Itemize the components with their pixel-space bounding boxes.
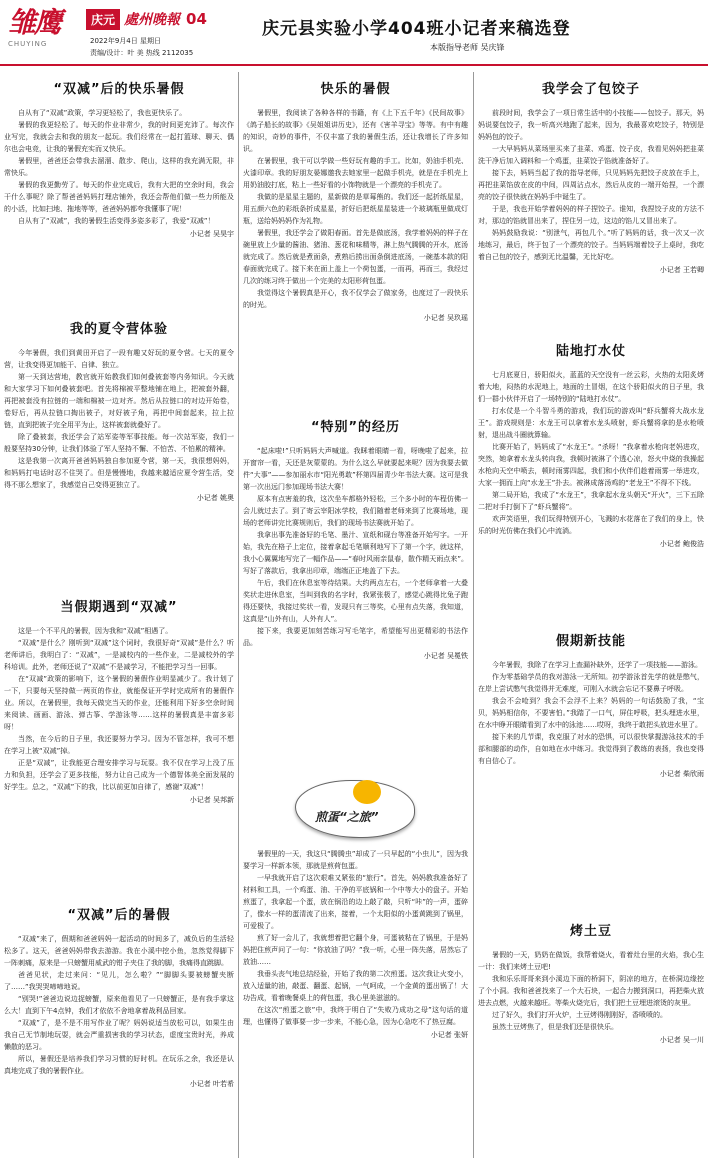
paragraph: “别哭!”爸爸边说边捉螃蟹，原来他看见了一只螃蟹正，是有我手掌这么大！直到下午4点钟，我们才依依不舍地拿着战利品回家。 (4, 995, 234, 1015)
newspaper-logo (8, 6, 72, 52)
paragraph: 自从有了“双减”政策，学习更轻松了，我也更快乐了。 (18, 109, 187, 117)
article-title: “特别”的经历 (310, 420, 401, 435)
article-title: “双减”后的快乐暑假 (53, 82, 185, 97)
paragraph: 过了好久，我们打开火炉，土豆烤得刚刚好，香喷喷的。 (492, 1011, 667, 1019)
byline: 小记者 吴昊宇 (189, 230, 234, 238)
paragraph: 第一天到达营地，教官就开始教我们如何叠被套等内务知识。今天就和大家学习下如何叠被套吧。首先将棉被平整地铺在地上，把被套外翻，再把被套没有拉链的一端和棉被一边对齐。然后从拉链口的对边开始卷，卷好后，再从拉链口掏出被子，对好被子角，再把中间套起来，拉上拉链，直到把被子完全用平为止，这样被套就叠好了。 (4, 373, 234, 429)
paragraph: 暑假的一天，奶奶在做饭，我帮着烧火，看着灶台里的火焰，我心生一计：我们来烤土豆吧! (478, 951, 704, 971)
paragraph: 第二局开始，我成了“水龙王”，我拿起水龙头朝天“开火”，三下五除二把对手打倒下了“虾兵蟹将”。 (478, 491, 704, 511)
paragraph: “起床啦!”只听妈妈大声喊道。我眯着眼睛一看，呀晚啦了起来，拉开窗帘一看，天还是灰蒙蒙的。为什么这么早就要起来呢？因为我要去做件“大事”——参加丽水市“阳光勇敢”杯第四届青少年书法大赛。这可是我第一次出远门参加现场书法大赛！ (243, 447, 468, 491)
logo-text: 雏鹰 (8, 6, 61, 39)
paragraph: 正是“双减”，让我能更合理安排学习与玩耍。我不仅在学习上没了压力和负担，还学会了更多技能，努力让自己成为一个德智体美全面发展的好学生。总之，“双减”下的我，比以前更加自律了，感谢“双减”！ (4, 759, 234, 791)
paragraph: 暑假里，我阅读了各种各样的书籍，有《上下五千年》《民间故事》《鸽子船长的故事》《吴姐姐讲历史》，还有《害羊寻宝》等等。有中有趣的知识，奇妙的事件，不仅丰富了我的暑假生活，还让我增长了许多知识。 (243, 109, 468, 153)
paragraph: 煎了好一会儿了，我就想着把它翻个身，可蛋被粘在了锅里，于是妈妈把住煎声问了一句：“你放油了吗？”我一听，心里一阵失落，居然忘了放油…… (243, 934, 468, 966)
paragraph: 在这次“煎蛋之旅”中，我终于明白了“失败乃成功之母”这句话的道理，也懂得了做事要一步一步来，不能心急，因为心急吃不了热豆腐。 (243, 1006, 468, 1026)
article (4, 898, 234, 1158)
byline: 小记者 吴玖瑶 (423, 314, 468, 322)
page-headline: 庆元县实验小学404班小记者来稿选登 (262, 19, 571, 39)
paragraph: 一大早妈妈从菜场里买来了韭菜、鸡蛋、饺子皮，我看见妈妈把韭菜洗干净后加入调料和一个鸡蛋，韭菜饺子馅就准备好了。 (478, 145, 704, 165)
header-rule (0, 64, 708, 66)
paragraph: “双减”来了，假期和爸爸妈妈一起活动的时间多了，减负后的生活轻松多了。这天，爸爸妈妈带我去游游。我在小溪中挖小鱼，忽然觉得脚下一阵刺痛，原来是一只螃蟹用威武的钳子夹住了我的脚，我痛得直跳脚。 (4, 935, 234, 967)
byline: 小记者 吴邦新 (189, 796, 234, 804)
paper-name: 處州晚報 (124, 12, 181, 28)
column-3 (478, 72, 704, 1158)
paragraph: 所以，暑假还是培养我们学习习惯的好时机。在玩乐之余，我还是认真地完成了我的暑假作业。 (4, 1055, 234, 1075)
logo-subtext: CHUYING (8, 40, 48, 48)
article-body (478, 949, 704, 1033)
article-body (243, 445, 468, 649)
paragraph: 暑假的我更轻松了。每天的作业非常少，我的时间更充沛了。每次作业写完，我就会去和我的朋友一起玩。我们经常在一起打篮球、聊天、偶尔也会电竞，让我的暑假充实而又快乐。 (4, 121, 234, 153)
article (243, 410, 468, 758)
paragraph: 暑假里的一天，我这只“腾腾虫”却成了一只早起的“小虫儿”，因为我要学习一样新本领，那就是煎荷包蛋。 (243, 850, 468, 870)
article-title: 假期新技能 (555, 634, 626, 649)
article (478, 914, 704, 1158)
paragraph: 暑假里，爸爸还会带我去溜溜、散步、爬山，这样的我充满无限，非常快乐。 (4, 157, 234, 177)
paragraph: 接下来的几节课，我克服了对水的恐惧，可以很快掌握游泳技术的手部和腿部的动作，自如地在水中练习。我觉得到了教练的表扬，我也变得有自信心了。 (478, 733, 704, 765)
issue-date: 2022年9月4日 星期日 (90, 37, 161, 45)
article-title: 快乐的暑假 (320, 82, 391, 97)
paragraph: 今年暑假，我们到黄田开启了一段有趣又好玩的夏令营。七天的夏令营，让我变得更加能干、自律、独立。 (4, 349, 234, 369)
article-body (243, 107, 468, 311)
article (478, 624, 704, 908)
paragraph: 这是我第一次离开爸爸妈妈独自参加夏令营，第一天，我很想妈妈，和妈妈打电话时忍不住哭了。但是慢慢地，我越来越适应夏令营生活，变得不那么想家了，我感觉自己变得更独立了。 (4, 457, 234, 489)
paragraph: 接下去，妈妈当起了我的指导老师，只见妈妈先把饺子皮放在手上，再把韭菜馅放在皮的中间，四周沾点水，然后从皮的一端开始捏，一个漂亮的饺子很快就在妈妈手中诞生了。 (478, 169, 704, 201)
paragraph: 我和乐乐哥哥来到小溪边下面的桥洞下，阴凉的地方，在桥洞边缘挖了个小洞。我和爸爸找来了一个大石块，一起合力搬到洞口，再把柴火放进去点燃，火越来越旺。等柴火烧完后，我们把土豆埋进滚烫的灰里。 (478, 975, 704, 1007)
byline: 小记者 吴一川 (659, 1036, 704, 1044)
article (478, 334, 704, 618)
paragraph: 在“双减”政策的影响下，这个暑假的暑假作业明显减少了。我计划了一下，只要每天坚持做一两页的作业，就能保证开学时完成所有的暑假作业。所以，在暑假里，我每天做完当天的作业，还能利用下好多空余时间来阅读、画画、游泳、弹古筝、学游泳等……这样的暑假真是丰富多彩呀！ (4, 675, 234, 731)
advisor-credit: 本版指导老师 吴庆锋 (430, 43, 505, 52)
article-body (478, 369, 704, 537)
paragraph: 我觉得这个暑假真是开心，我不仅学会了做家务，也度过了一段快乐的时光。 (243, 289, 468, 309)
paragraph: 七月底夏日，骄阳似火，蓝蓝的天空没有一丝云彩，火热的太阳炙烤着大地，闷热的水泥地上，地面的土冒烟，在这个骄阳似火的日子里，我们一群小伙伴开启了一场特别的“陆地打水仗”。 (478, 371, 704, 403)
paragraph: “双减”了，是不是不用写作业了呢？妈妈说适当放松可以，如果生由我自己无节制地玩耍，就会严重损害我的学习状态，虚度宝贵时光，养成懒散的恶习。 (4, 1019, 234, 1051)
byline: 小记者 吴冕铁 (423, 652, 468, 660)
article-body (243, 848, 468, 1028)
byline: 小记者 王若卿 (659, 266, 704, 274)
article (243, 72, 468, 402)
article-title: 我的夏令营体验 (69, 322, 168, 337)
paragraph: 我会不会呛到？我会不会浮不上来？妈妈的一句话鼓励了我，“宝贝，妈妈相信你，不要害怕。”我踏了一口气，屏住呼吸，把头埋进水里，在水中睁开眼睛看到了水中的泳池……哎呀，我终于敢把头放进水里了。 (478, 697, 704, 729)
paragraph: 暑假里，我还学会了做阳春面。首先是做底汤，我学着妈妈的样子在碗里放上少量的酱油、猪油、葱花和味精等，淋上热气腾腾的开水，底汤就完成了。然后就是煮面条，煮熟后捞出面条倒进底汤，一碗基本款的阳春面就完成了。接下来在面上盖上一个荷包蛋，一而再，再而三，我经过几次的练习终于做出一个完美的太阳形荷包蛋。 (243, 229, 468, 285)
paragraph: 打水仗是一个斗智斗勇的游戏，我们玩的游戏叫“虾兵蟹将大战水龙王”。游戏规则是：水龙王可以拿着水龙头喷射，虾兵蟹将拿的是水枪喷射，退出战斗圈就算输。 (478, 407, 704, 439)
paragraph: 这是一个不平凡的暑假，因为我和“双减”相遇了。 (18, 627, 173, 635)
paragraph: 除了叠被套，我还学会了站军姿等军事技能。每一次站军姿，我们一般要坚持30分钟，让我们体验了军人坚持不懈、不怕苦、不怕累的精神。 (4, 433, 234, 453)
paragraph: 暑假的我更勤劳了。每天的作业完成后，我有大把的空余时间，我会干什么事呢？除了帮爸爸妈妈打理店铺外，我还会帮他们做一些力所能及的小活，比如扫地、拖地等等，爸爸妈妈都夸我懂事了呢！ (4, 181, 234, 213)
column-2 (243, 72, 468, 1158)
byline: 小记者 张妍 (430, 1031, 468, 1039)
article (478, 72, 704, 328)
article-body (478, 659, 704, 767)
article (243, 848, 468, 1158)
paragraph: 作为零基础学员的我对游泳一无所知。初学游泳首先学的就是憋气，在岸上尝试憋气我觉得并无难度，可刚入水就会忘记不要鼻子呼吸。 (478, 673, 704, 693)
paragraph: 我拿出事先准备好的毛笔、墨汁、宣纸和砚台等准备开始写字。一开始，我先在格子上定位，接着拿起毛笔顺利地写下了第一个字，就这样，我小心翼翼地写完了一幅作品——“春时风雨亲鼠春，散作精天雨点来”。写好了落款后，我拿出印章，端端正正地盖了下去。 (243, 531, 468, 575)
fried-egg-illustration (295, 772, 415, 842)
article (4, 590, 234, 890)
article-title: 当假期遇到“双减” (60, 600, 178, 615)
paragraph: 妈妈鼓励我说：“别泄气，再包几个。”听了妈妈的话，我一次又一次地练习，最后，终于包了一个漂亮的饺子。当妈妈端着饺子上桌时，我吃着自己包的饺子，感到无比温馨，无比好吃。 (478, 229, 704, 261)
byline: 小记者 叶若希 (189, 1080, 234, 1088)
paragraph: 虽然土豆烤焦了，但是我们还是很快乐。 (492, 1023, 618, 1031)
paragraph: 比赛开始了，妈妈成了“水龙王”。“杀呀！”我拿着水枪向老妈进攻，突然，她拿着水龙头转向我，我顿时被淋了个透心凉，怒火中烧的我操起水枪向天空中喷去，顿时雨雾四起，我们和小伙伴们趁着雨雾一举进攻，大家一拥而上向“水龙王”扑去。被淋成落汤鸡的“老龙王”不得不下线。 (478, 443, 704, 487)
article-body (478, 107, 704, 263)
egg-label: 煎蛋“之旅” (315, 810, 379, 824)
masthead (0, 0, 708, 62)
paragraph: 于是，我也开始学着妈妈的样子捏饺子。谁知，我捏饺子皮的方法不对，那边的馅就冒出来了，捏住另一边，这边的馅儿又冒出来了。 (478, 205, 704, 225)
paragraph: 接下来，我要更加刻苦练习写毛笔字，希望能写出更精彩的书法作品。 (243, 627, 468, 647)
paragraph: 一早我就开启了这次艰难又紧张的“旅行”。首先，妈妈教我准备好了材料和工具，一个鸡蛋、油、干净的平底锅和一个中等大小的盘子。开始煎蛋了，我拿起一个蛋，放在锅沿的边上敲了敲，只听“咔”的一声，蛋碎了，像水一样的蛋清流了出来，接着，一个太阳似的小蛋黄跳到了锅里，可爱极了。 (243, 874, 468, 930)
paragraph: 今年暑假，我除了在学习上查漏补缺外，还学了一项技能——游泳。 (492, 661, 702, 669)
article (4, 312, 234, 582)
byline: 小记者 柴欣雨 (659, 770, 704, 778)
egg-yolk (353, 780, 381, 804)
paragraph: 当然，在今后的日子里，我还要努力学习。因为不管怎样，我可不想在学习上被“双减”掉。 (4, 735, 234, 755)
paragraph: “双减”是什么？刚听到“双减”这个词时，我很好奇“双减”是什么？听老师讲后，我明白了：“双减”，一是减校内的一些作业，二是减校外的学科培训。此外，老师还说了“双减”不是减学习，不能把学习当一回事。 (4, 639, 234, 671)
brand-row (86, 8, 207, 30)
article-title: 我学会了包饺子 (541, 82, 640, 97)
article-title: “双减”后的暑假 (67, 908, 171, 923)
paragraph: 爸爸见状，走过来问：“见儿，怎么啦？”“脚脚头要被螃蟹夹断了……”我哭哭啼啼地说。 (4, 971, 234, 991)
byline: 小记者 鲍俊浩 (659, 540, 704, 548)
paragraph: 我垂头丧气地总结经验，开始了我的第二次煎蛋。这次我让火变小，放入适量的油，敲蛋、翻蛋、起锅，一气呵成，一个金黄的蛋出锅了！大功告成，看着晚餐桌上的荷包蛋，我心里美滋滋的。 (243, 970, 468, 1002)
paragraph: 前段时间，我学会了一项日常生活中的小技能——包饺子。那天，妈妈说要包饺子，我一听高兴地跑了起来，因为，我最喜欢吃饺子，特别是妈妈包的饺子。 (478, 109, 704, 141)
article-body (4, 625, 234, 793)
paragraph: 我做的是星星主题的，星新做的是草莓熊的。我们还一起折纸星星，用五颜六色的彩纸条折成星星，折好后把纸星星装进一个玻璃瓶里做成灯瓶，送给妈妈妈作为礼物。 (243, 193, 468, 225)
article-title: 烤土豆 (569, 924, 612, 939)
paragraph: 原本有点害羞的我，这次坐车都格外轻松，三个多小时的车程仿佛一会儿就过去了。到了寄云宰阳冰学校，我们随着老师来到了比赛场地，现场的老师讲完比赛规则后，我们的现场书法赛就开始了。 (243, 495, 468, 527)
article-body (4, 107, 234, 227)
byline: 小记者 姚奥 (196, 494, 234, 502)
paragraph: 自从有了“双减”，我的暑假生活变得多姿多彩了，我爱“双减”！ (18, 217, 215, 225)
article-title: 陆地打水仗 (555, 344, 626, 359)
paragraph: 在暑假里，我干可以学做一些好玩有趣的手工。比如，奶油手机壳、火漆印章。我的好朋友晏娜邀我去她家里一起做手机壳，就是在手机壳上用奶油胶打底，粘上一些好看的小饰物就是一个漂亮的手机壳了。 (243, 157, 468, 189)
paragraph: 欢声笑语里，我们玩得特别开心，飞溅的水花落在了我们的身上，快乐的时光仿佛在我们心中流淌。 (478, 515, 704, 535)
editor-credit: 责编/设计：叶 美 热线 2112035 (90, 49, 194, 57)
article-body (4, 347, 234, 491)
article (4, 72, 234, 308)
column-divider (238, 72, 239, 1158)
column-divider (473, 72, 474, 1158)
section-tag: 庆元 (86, 9, 120, 30)
paragraph: 午后，我们在休息室等待结果。大约两点左右，一个老师拿着一大叠奖状走进休息室，当叫到我的名字时，我紧张极了，感觉心跳得比兔子跑得还要快，我接过奖状一看，发现只有三等奖，心里有点失落，我知道，这真是“山外有山，人外有人”。 (243, 579, 468, 623)
page-number: 04 (186, 10, 207, 28)
column-1 (4, 72, 234, 1158)
article-body (4, 933, 234, 1077)
